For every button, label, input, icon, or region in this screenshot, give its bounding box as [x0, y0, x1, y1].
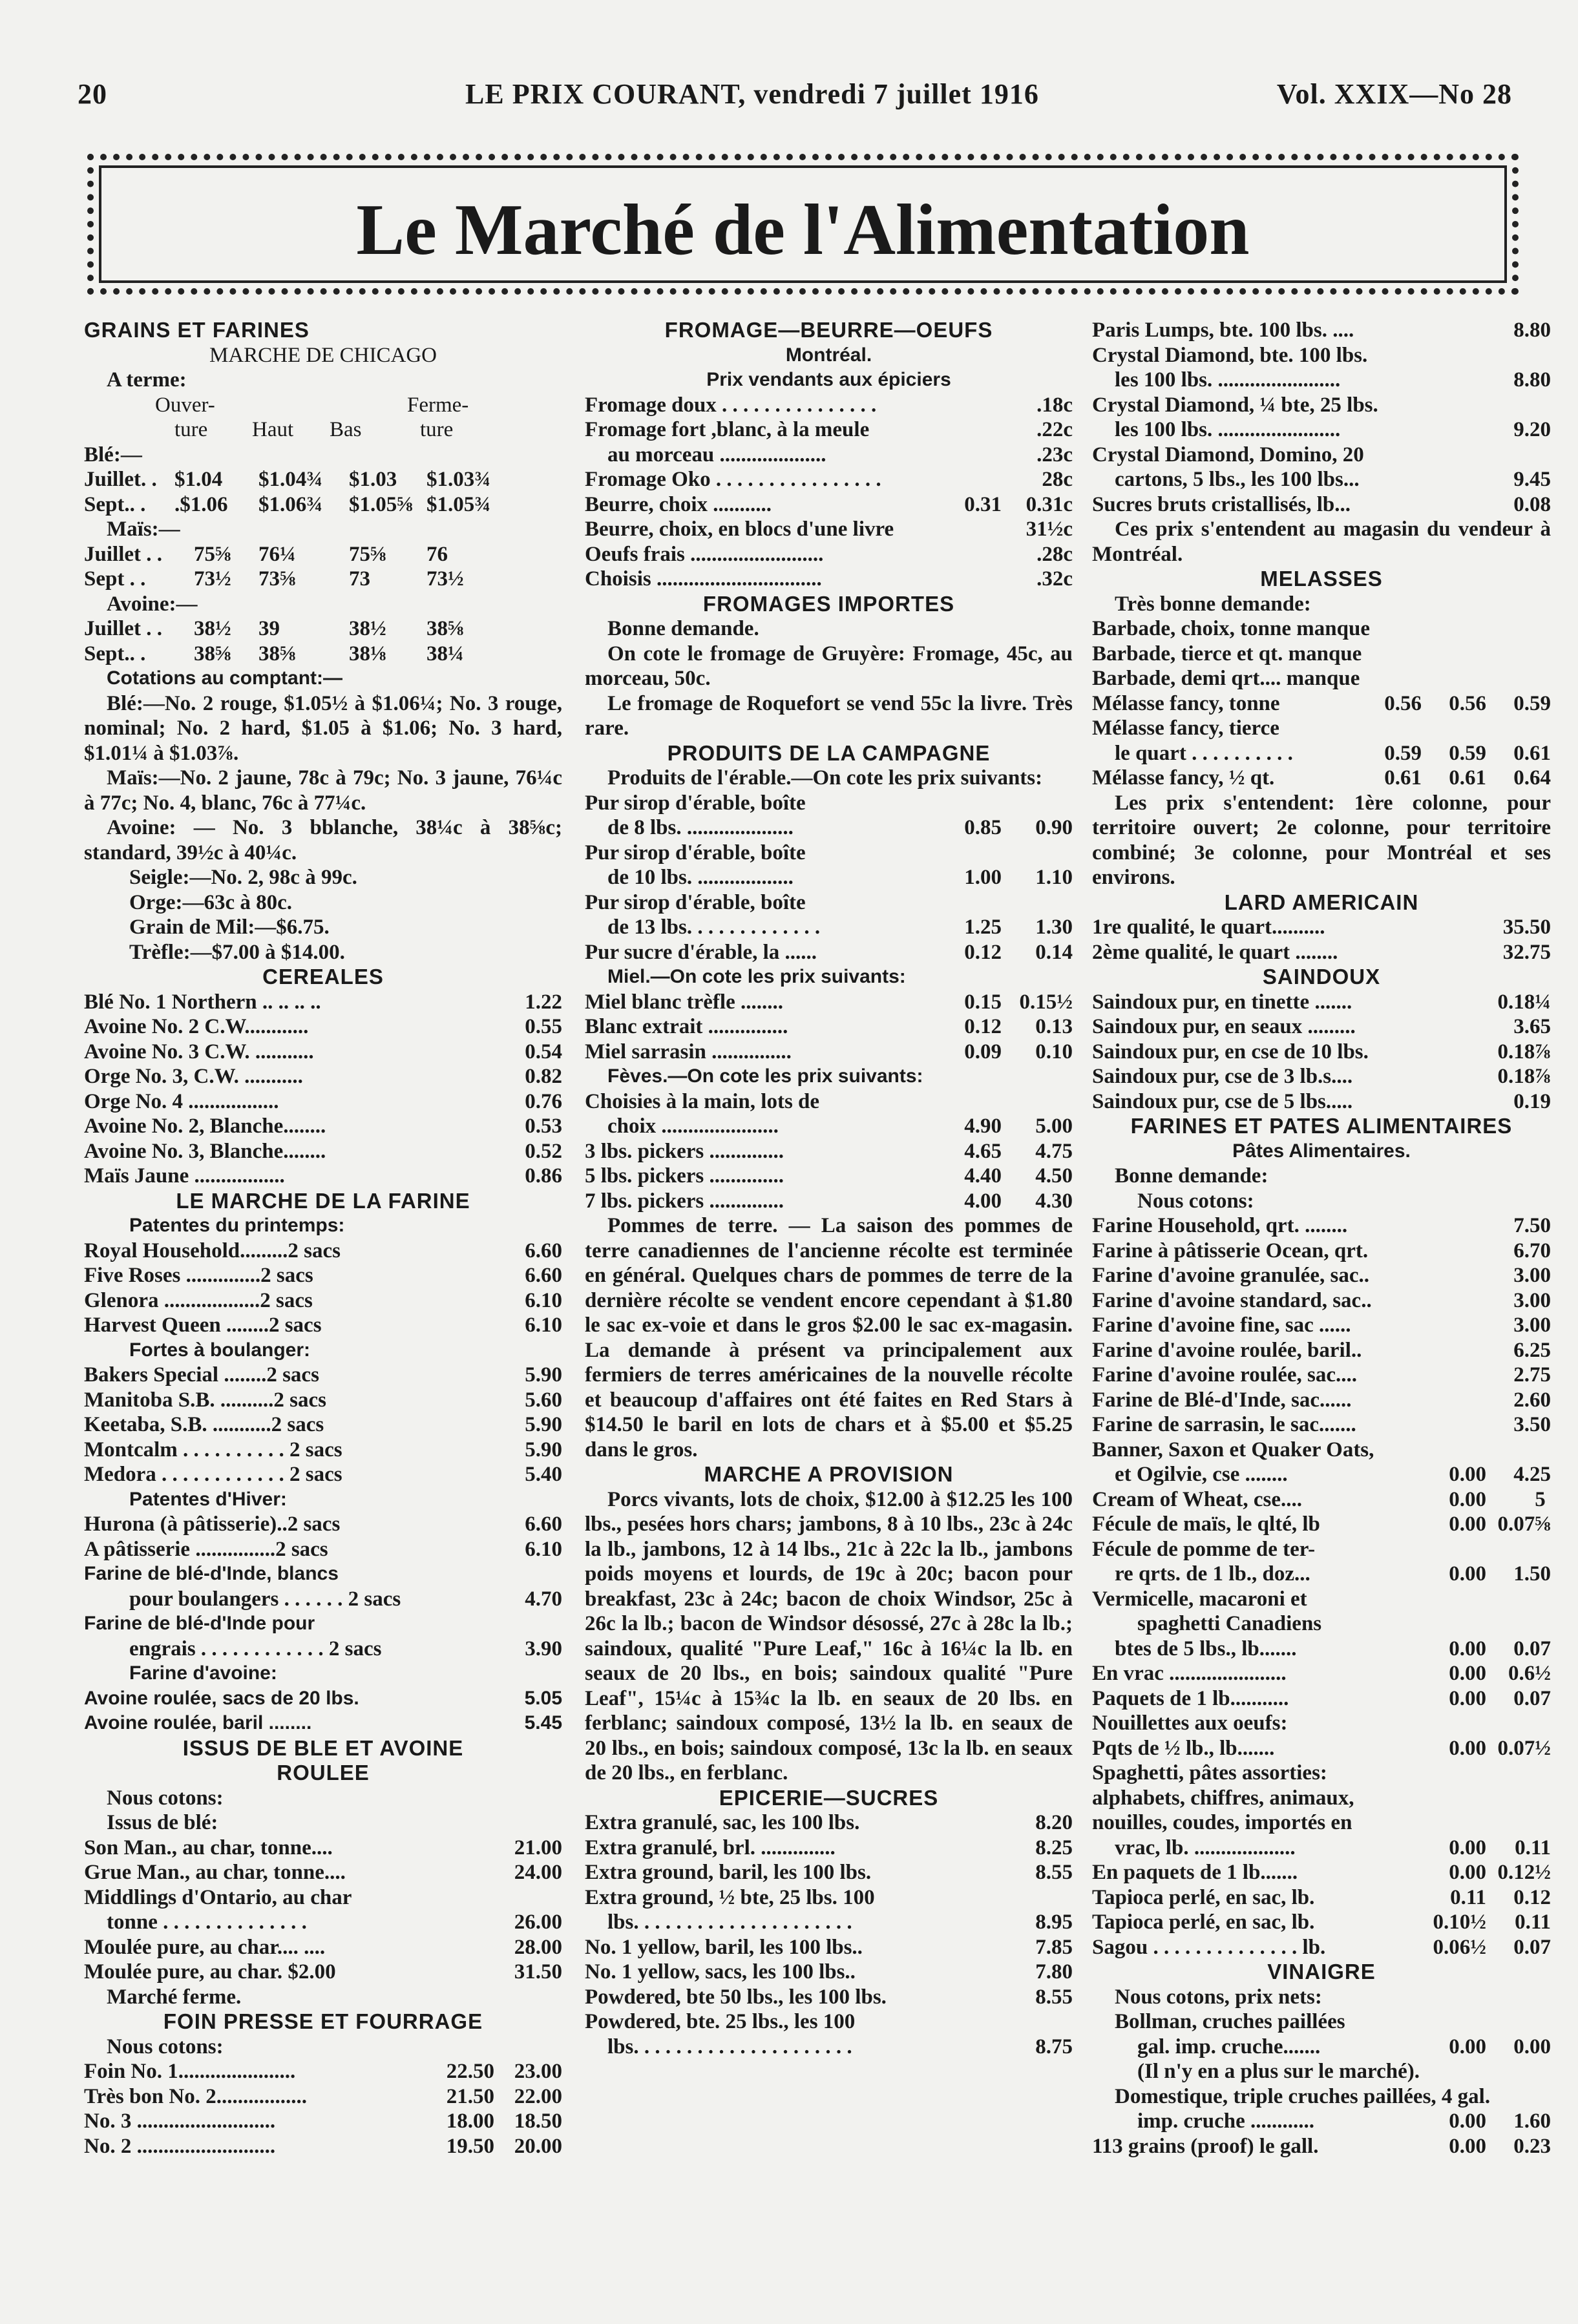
list-item: Blé No. 1 Northern .. .. .. .. 1.22 — [84, 990, 562, 1014]
list-item: Saindoux pur, en tinette ....... 0.18¼ — [1092, 990, 1551, 1014]
list-item: Paris Lumps, bte. 100 lbs. .... 8.80 — [1092, 319, 1551, 342]
list-item: No. 1 yellow, baril, les 100 lbs.. 7.85 — [585, 1935, 1073, 1959]
list-item: Orge No. 4 ................. 0.76 — [84, 1089, 562, 1113]
powdered-label: Powdered, bte. 25 lbs., les 100 — [585, 2010, 856, 2033]
list-item: Miel blanc trèfle ........ 0.15 0.15½ — [585, 990, 1073, 1014]
list-item: re qrts. de 1 lb., doz... 0.00 1.50 — [1115, 1562, 1551, 1586]
list-item: Sagou . . . . . . . . . . . . . . lb. 0.06½ 0.07 — [1092, 1935, 1551, 1959]
boulanger-label: Fortes à boulanger: — [129, 1339, 311, 1361]
list-item: Powdered, bte 50 lbs., les 100 lbs. 8.55 — [585, 1985, 1073, 2009]
foin-cotons-label: Nous cotons: — [107, 2035, 224, 2058]
printemps-label: Patentes du printemps: — [129, 1215, 345, 1236]
list-item: No. 2 .......................... 19.50 20.00 — [84, 2134, 562, 2158]
list-item: Farine de Blé-d'Inde, sac...... 2.60 — [1092, 1388, 1551, 1412]
list-item: Avoine No. 2, Blanche........ 0.53 — [84, 1115, 562, 1138]
spaghetti-assortis: Spaghetti, pâtes assorties: alphabets, chiffres, animaux, nouilles, coudes, importés en — [1092, 1761, 1354, 1834]
list-item: Farine Household, qrt. ........ 7.50 — [1092, 1214, 1551, 1237]
section-title-vinaigre: VINAIGRE — [1267, 1960, 1376, 1984]
bollman-note: (Il n'y en a plus sur le marché). — [1137, 2060, 1420, 2083]
section-title-saindoux: SAINDOUX — [1262, 965, 1381, 989]
pommes-text: Pommes de terre. — La saison des pommes de terre canadiennes de l'ancienne récolte est terminée en général. Quelques chars de pommes de terre de la dernière récolte se vendent encore cependant à $1.80 le sac ex-voie et dans le gros $2.00 le sac ex-magasin. La demande à présent va principalement aux fermiers de terres américaines de la nouvelle récolte et beaucoup d'affaires ont été faites en Red Stars à $14.50 le baril en lots de chars et à $5.00 et $5.25 dans le gros. — [585, 1214, 1073, 1461]
middlings-label: Middlings d'Ontario, au char — [84, 1885, 352, 1909]
section-title-farines-pates: FARINES ET PATES ALIMENTAIRES — [1130, 1114, 1513, 1138]
cotation-avoine: Avoine: — No. 3 bblanche, 38¼c à 38⅝c; standard, 39½c à 40¼c. — [84, 816, 562, 864]
list-item: lbs. . . . . . . . . . . . . . . . . . . . . 8.75 — [607, 2035, 1073, 2058]
list-item: Oeufs frais ......................... .28c — [585, 542, 1073, 566]
crystal-label: Crystal Diamond, bte. 100 lbs. — [1092, 343, 1368, 367]
list-item: 7 lbs. pickers .............. 4.00 4.30 — [585, 1189, 1073, 1213]
list-item: 5 lbs. pickers .............. 4.40 4.50 — [585, 1164, 1073, 1188]
cotation-orge: Orge:—63c à 80c. — [129, 890, 292, 914]
list-item: Avoine roulée, baril ........ 5.45 — [84, 1712, 562, 1733]
list-item: Sucres bruts cristallisés, lb... 0.08 — [1092, 492, 1551, 516]
list-item: Beurre, choix ........... 0.31 0.31c — [585, 492, 1073, 516]
list-item: Mélasse fancy, tonne 0.56 0.56 0.59 — [1092, 691, 1551, 715]
spaghetti-label: spaghetti Canadiens — [1137, 1612, 1322, 1635]
chicago-row: Sept.. . 38⅝ 38⅝ 38⅛ 38¼ — [84, 642, 464, 665]
list-item: Farine de sarrasin, le sac....... 3.50 — [1092, 1413, 1551, 1436]
list-item: 113 grains (proof) le gall. 0.00 0.23 — [1092, 2134, 1551, 2158]
section-title-fromages-importes: FROMAGES IMPORTES — [702, 591, 955, 616]
section-title-farine: LE MARCHE DE LA FARINE — [176, 1188, 470, 1213]
pates-sub: Pâtes Alimentaires. — [1232, 1140, 1411, 1162]
nous-cotons: Nous cotons: — [1137, 1189, 1254, 1213]
chicago-row: Juillet. . $1.04 $1.04¾ $1.03 $1.03¾ — [84, 468, 490, 491]
list-item: les 100 lbs. ....................... 9.20 — [1115, 418, 1551, 441]
list-item: Barbade, demi qrt.... manque — [1092, 667, 1360, 690]
list-item: cartons, 5 lbs., les 100 lbs... 9.45 — [1115, 468, 1551, 491]
list-item: Avoine roulée, sacs de 20 lbs. 5.05 — [84, 1687, 562, 1709]
list-item: Harvest Queen ........2 sacs 6.10 — [84, 1314, 562, 1337]
list-item: Saindoux pur, cse de 3 lb.s.... 0.18⅞ — [1092, 1065, 1551, 1088]
list-item: A pâtisserie ...............2 sacs 6.10 — [84, 1537, 562, 1561]
list-item: Tapioca perlé, en sac, lb. 0.11 0.12 — [1092, 1885, 1551, 1909]
vermicelle-label: Vermicelle, macaroni et — [1092, 1587, 1307, 1611]
mais-label: Maïs:— — [107, 518, 180, 541]
list-item: Farine d'avoine standard, sac.. 3.00 — [1092, 1288, 1551, 1312]
chicago-title: MARCHE DE CHICAGO — [209, 343, 437, 367]
list-item: Hurona (à pâtisserie)..2 sacs 6.60 — [84, 1513, 562, 1536]
list-item: Moulée pure, au char. $2.00 31.50 — [84, 1960, 562, 1984]
section-title-cereales: CEREALES — [262, 965, 384, 989]
avoine-label: Avoine:— — [107, 592, 198, 616]
list-item: Avoine No. 2 C.W............ 0.55 — [84, 1015, 562, 1038]
list-item: Extra granulé, sac, les 100 lbs. 8.20 — [585, 1811, 1073, 1834]
list-item: btes de 5 lbs., lb....... 0.00 0.07 — [1115, 1637, 1551, 1660]
cereales-list — [84, 990, 562, 1189]
a-terme-label: A terme: — [107, 368, 187, 392]
list-item: Farine à pâtisserie Ocean, qrt. 6.70 — [1092, 1239, 1551, 1262]
inde-label: Farine de blé-d'Inde, blancs — [84, 1563, 339, 1584]
list-item: Glenora ..................2 sacs 6.10 — [84, 1288, 562, 1312]
list-item: Saindoux pur, en cse de 10 lbs. 0.18⅞ — [1092, 1040, 1551, 1063]
column-3 — [1092, 318, 1551, 2308]
melasses-demande: Très bonne demande: — [1115, 592, 1311, 616]
list-item: de 8 lbs. .................... 0.85 0.90 — [607, 816, 1073, 839]
page-header — [78, 78, 1512, 123]
list-item: Avoine No. 3 C.W. ........... 0.54 — [84, 1040, 562, 1063]
section-title-lard: LARD AMERICAIN — [1224, 890, 1419, 914]
section-title-sucres: EPICERIE—SUCRES — [719, 1785, 939, 1810]
list-item: Tapioca perlé, en sac, lb. 0.10½ 0.11 — [1092, 1910, 1551, 1934]
nous-cotons-label: Nous cotons: — [107, 1786, 224, 1810]
list-item: Fromage Oko . . . . . . . . . . . . . . . . 28c — [585, 468, 1073, 491]
bonne-demande: Bonne demande: — [1115, 1164, 1268, 1188]
list-item: Saindoux pur, en seaux ......... 3.65 — [1092, 1015, 1551, 1038]
list-item: Farine d'avoine granulée, sac.. 3.00 — [1092, 1264, 1551, 1287]
list-item: de 10 lbs. .................. 1.00 1.10 — [607, 866, 1073, 889]
list-item: Grue Man., au char, tonne.... 24.00 — [84, 1861, 562, 1884]
list-item: Montcalm . . . . . . . . . . 2 sacs 5.90 — [84, 1438, 562, 1461]
feves-choisies: Choisies à la main, lots de — [585, 1089, 820, 1113]
list-item: Moulée pure, au char.... .... 28.00 — [84, 1935, 562, 1959]
sucres-note: Ces prix s'entendent au magasin du vendeur à Montréal. — [1092, 518, 1551, 566]
list-item: vrac, lb. ................... 0.00 0.11 — [1115, 1836, 1551, 1859]
list-item: No. 3 .......................... 18.00 18.50 — [84, 2109, 562, 2133]
list-item: Pqts de ½ lb., lb....... 0.00 0.07½ — [1092, 1736, 1551, 1760]
list-item: Manitoba S.B. ..........2 sacs 5.60 — [84, 1388, 562, 1412]
ble-label: Blé:— — [84, 443, 142, 466]
cotations-label: Cotations au comptant:— — [107, 667, 342, 689]
sirop-label: Pur sirop d'érable, boîte — [585, 791, 806, 815]
list-item: Bakers Special ........2 sacs 5.90 — [84, 1363, 562, 1387]
newspaper-title: LE PRIX COURANT, vendredi 7 juillet 1916 — [465, 78, 1039, 110]
section-title-melasses: MELASSES — [1260, 567, 1383, 591]
list-item: Maïs Jaune ................. 0.86 — [84, 1164, 562, 1188]
prix-vendants-label: Prix vendants aux épiciers — [706, 369, 951, 390]
sirop-label: Pur sirop d'érable, boîte — [585, 841, 806, 864]
list-item: Extra granulé, brl. .............. 8.25 — [585, 1836, 1073, 1859]
list-item: Pur sucre d'érable, la ...... 0.12 0.14 — [585, 940, 1073, 964]
chicago-row: Sept.. . .$1.06 $1.06¾ $1.05⅝ $1.05¾ — [84, 492, 490, 516]
list-item: pour boulangers . . . . . . 2 sacs 4.70 — [129, 1587, 562, 1611]
list-item: Fromage fort ,blanc, à la meule .22c — [585, 418, 1073, 441]
list-item: le quart . . . . . . . . . . 0.59 0.59 0.61 — [1115, 741, 1551, 765]
list-item: choix ...................... 4.90 5.00 — [607, 1115, 1073, 1138]
marche-ferme: Marché ferme. — [107, 1985, 242, 2009]
nouillettes-label: Nouillettes aux oeufs: — [1092, 1712, 1288, 1735]
melasses-note: Les prix s'entendent: 1ère colonne, pour territoire ouvert; 2e colonne, pour territoire combiné; 3e colonne, pour Montréal et ses environs. — [1092, 791, 1551, 889]
list-item: Extra ground, baril, les 100 lbs. 8.55 — [585, 1861, 1073, 1884]
list-item: Saindoux pur, cse de 5 lbs..... 0.19 — [1092, 1089, 1551, 1113]
cotation-seigle: Seigle:—No. 2, 98c à 99c. — [129, 866, 357, 889]
list-item: Barbade, tierce et qt. manque — [1092, 642, 1362, 665]
list-item: Five Roses ..............2 sacs 6.60 — [84, 1264, 562, 1287]
section-title-grains: GRAINS ET FARINES — [84, 318, 310, 342]
list-item: Farine d'avoine roulée, sac.... 2.75 — [1092, 1363, 1551, 1387]
imp-text: Bonne demande. — [607, 617, 759, 640]
list-item: Foin No. 1...................... 22.50 23.00 — [84, 2060, 562, 2083]
cotation-trefle: Trèfle:—$7.00 à $14.00. — [129, 940, 345, 964]
extra-ground-label: Extra ground, ½ bte, 25 lbs. 100 — [585, 1885, 875, 1909]
section-title-issus: ISSUS DE BLE ET AVOINE — [182, 1735, 464, 1760]
list-item: Paquets de 1 lb........... 0.00 0.07 — [1092, 1686, 1551, 1710]
list-item: Fromage doux . . . . . . . . . . . . . . . .18c — [585, 393, 1073, 417]
camp-intro: Produits de l'érable.—On cote les prix suivants: — [607, 766, 1043, 790]
list-item: 1re qualité, le quart.......... 35.50 — [1092, 916, 1551, 939]
list-item: Farine d'avoine roulée, baril.. 6.25 — [1092, 1338, 1551, 1362]
bollman-label: Bollman, cruches paillées — [1115, 2010, 1345, 2033]
provision-text: Porcs vivants, lots de choix, $12.00 à $12.25 les 100 lbs., pesées hors chars; jambons, 8 à 10 lbs., 23c à 24c la lb., jambons, 12 à 14 lbs., 21c à 22c la lb., jambons poids moyens et lourds, de 19c à 20c; bacon pour breakfast, 23c à 24c; bacon de choix Windsor, 25c à 26c la lb.; bacon de Windsor désossé, 27c à 28c la lb.; saindoux, qualité "Pure Leaf," 16c à 16¼c la lb. en seaux de 20 lbs., en bois; saindoux qualité "Pure Leaf", 15¼c à 15¾c la lb. en seaux de 20 lbs. en ferblanc; saindoux composé, 13½ la lb. en seaux de 20 lbs., en bois; saindoux composé, 13c la lb. en seaux de 20 lbs., en ferblanc. — [585, 1487, 1073, 1785]
list-item: au morceau .................... .23c — [607, 443, 1073, 466]
vinaigre-intro: Nous cotons, prix nets: — [1115, 1985, 1322, 2009]
domestique-label: Domestique, triple cruches paillées, 4 gal. — [1115, 2084, 1491, 2108]
chicago-row: Juillet . . 75⅝ 76¼ 75⅝ 76 — [84, 542, 448, 566]
list-item: Royal Household.........2 sacs 6.60 — [84, 1239, 562, 1262]
feves-intro: Fèves.—On cote les prix suivants: — [607, 1065, 923, 1087]
list-item: 2ème qualité, le quart ........ 32.75 — [1092, 940, 1551, 964]
list-item: les 100 lbs. ....................... 8.80 — [1115, 368, 1551, 392]
list-item: 3 lbs. pickers .............. 4.65 4.75 — [585, 1139, 1073, 1163]
crystal-label: Crystal Diamond, ¼ bte, 25 lbs. — [1092, 393, 1378, 417]
imp-text: Le fromage de Roquefort se vend 55c la livre. Très rare. — [585, 691, 1073, 740]
list-item: Medora . . . . . . . . . . . . 2 sacs 5.40 — [84, 1463, 562, 1486]
list-item: et Ogilvie, cse ........ 0.00 4.25 — [1115, 1463, 1551, 1486]
inde-label: Farine de blé-d'Inde pour — [84, 1613, 315, 1634]
section-title-issus-2: ROULEE — [277, 1761, 370, 1785]
chicago-row: Juillet . . 38½ 39 38½ 38⅝ — [84, 617, 464, 640]
cotation-ble: Blé:—No. 2 rouge, $1.05½ à $1.06¼; No. 3 rouge, nominal; No. 2 hard, $1.05 à $1.06; No. 3 hard, $1.01¼ à $1.03⅞. — [84, 691, 562, 765]
column-2 — [585, 318, 1073, 2308]
list-item: Farine d'avoine fine, sac ...... 3.00 — [1092, 1314, 1551, 1337]
list-item: tonne . . . . . . . . . . . . . . 26.00 — [107, 1910, 562, 1934]
page-number: 20 — [78, 78, 107, 110]
list-item: Choisis ............................... .32c — [585, 567, 1073, 591]
list-item: Beurre, choix, en blocs d'une livre 31½c — [585, 518, 1073, 541]
cotation-mil: Grain de Mil:—$6.75. — [129, 916, 330, 939]
section-title-fromage: FROMAGE—BEURRE—OEUFS — [664, 318, 993, 342]
sirop-label: Pur sirop d'érable, boîte — [585, 890, 806, 914]
volume-number: Vol. XXIX—No 28 — [1276, 78, 1512, 110]
list-item: gal. imp. cruche....... 0.00 0.00 — [1137, 2035, 1551, 2058]
melasse-tierce-label: Mélasse fancy, tierce — [1092, 717, 1279, 740]
column-1 — [84, 318, 562, 2308]
list-item: Barbade, choix, tonne manque — [1092, 617, 1370, 640]
chicago-row: Sept . . 73½ 73⅝ 73 73½ — [84, 567, 464, 591]
section-title-campagne: PRODUITS DE LA CAMPAGNE — [667, 740, 991, 765]
list-item: Mélasse fancy, ½ qt. 0.61 0.61 0.64 — [1092, 766, 1551, 790]
section-title-provision: MARCHE A PROVISION — [704, 1462, 954, 1486]
list-item: Cream of Wheat, cse.... 0.00 5 — [1092, 1487, 1551, 1511]
list-item: No. 1 yellow, sacs, les 100 lbs.. 7.80 — [585, 1960, 1073, 1984]
list-item: Fécule de maïs, le qlté, lb 0.00 0.07⅝ — [1092, 1513, 1551, 1536]
banner-oats-label: Banner, Saxon et Quaker Oats, — [1092, 1438, 1374, 1461]
fecule-pomme-label: Fécule de pomme de ter- — [1092, 1537, 1316, 1561]
list-item: En vrac ...................... 0.00 0.6½ — [1092, 1662, 1551, 1685]
hiver-label: Patentes d'Hiver: — [129, 1488, 287, 1510]
list-item: de 13 lbs. . . . . . . . . . . . . 1.25 1.30 — [607, 916, 1073, 939]
cotation-mais: Maïs:—No. 2 jaune, 78c à 79c; No. 3 jaune, 76¼c à 77c; No. 4, blanc, 76c à 77¼c. — [84, 766, 562, 815]
miel-intro: Miel.—On cote les prix suivants: — [607, 966, 906, 987]
list-item: imp. cruche ............ 0.00 1.60 — [1137, 2109, 1551, 2133]
list-item: En paquets de 1 lb....... 0.00 0.12½ — [1092, 1861, 1551, 1884]
list-item: Très bon No. 2................. 21.50 22.00 — [84, 2084, 562, 2108]
crystal-label: Crystal Diamond, Domino, 20 — [1092, 443, 1364, 466]
list-item: lbs. . . . . . . . . . . . . . . . . . . . . 8.95 — [607, 1910, 1073, 1934]
section-title-foin: FOIN PRESSE ET FOURRAGE — [163, 2009, 483, 2033]
chicago-header-row-2: ture Haut Bas ture — [174, 418, 454, 441]
list-item: Avoine No. 3, Blanche........ 0.52 — [84, 1139, 562, 1163]
list-item: Keetaba, S.B. ...........2 sacs 5.90 — [84, 1413, 562, 1436]
list-item: Son Man., au char, tonne.... 21.00 — [84, 1836, 562, 1859]
chicago-header-row-1: Ouver- Ferme- — [155, 393, 469, 417]
list-item: Miel sarrasin ............... 0.09 0.10 — [585, 1040, 1073, 1063]
banner-title: Le Marché de l'Alimentation — [356, 190, 1250, 270]
list-item: Blanc extrait ............... 0.12 0.13 — [585, 1015, 1073, 1038]
section-banner — [87, 154, 1519, 295]
list-item: engrais . . . . . . . . . . . . 2 sacs 3.90 — [129, 1637, 562, 1660]
avoine-farine-label: Farine d'avoine: — [129, 1662, 277, 1684]
imp-text: On cote le fromage de Gruyère: Fromage, 45c, au morceau, 50c. — [585, 642, 1073, 690]
issus-ble-label: Issus de blé: — [107, 1811, 218, 1834]
montreal-label: Montréal. — [785, 344, 872, 366]
list-item: Orge No. 3, C.W. ........... 0.82 — [84, 1065, 562, 1088]
